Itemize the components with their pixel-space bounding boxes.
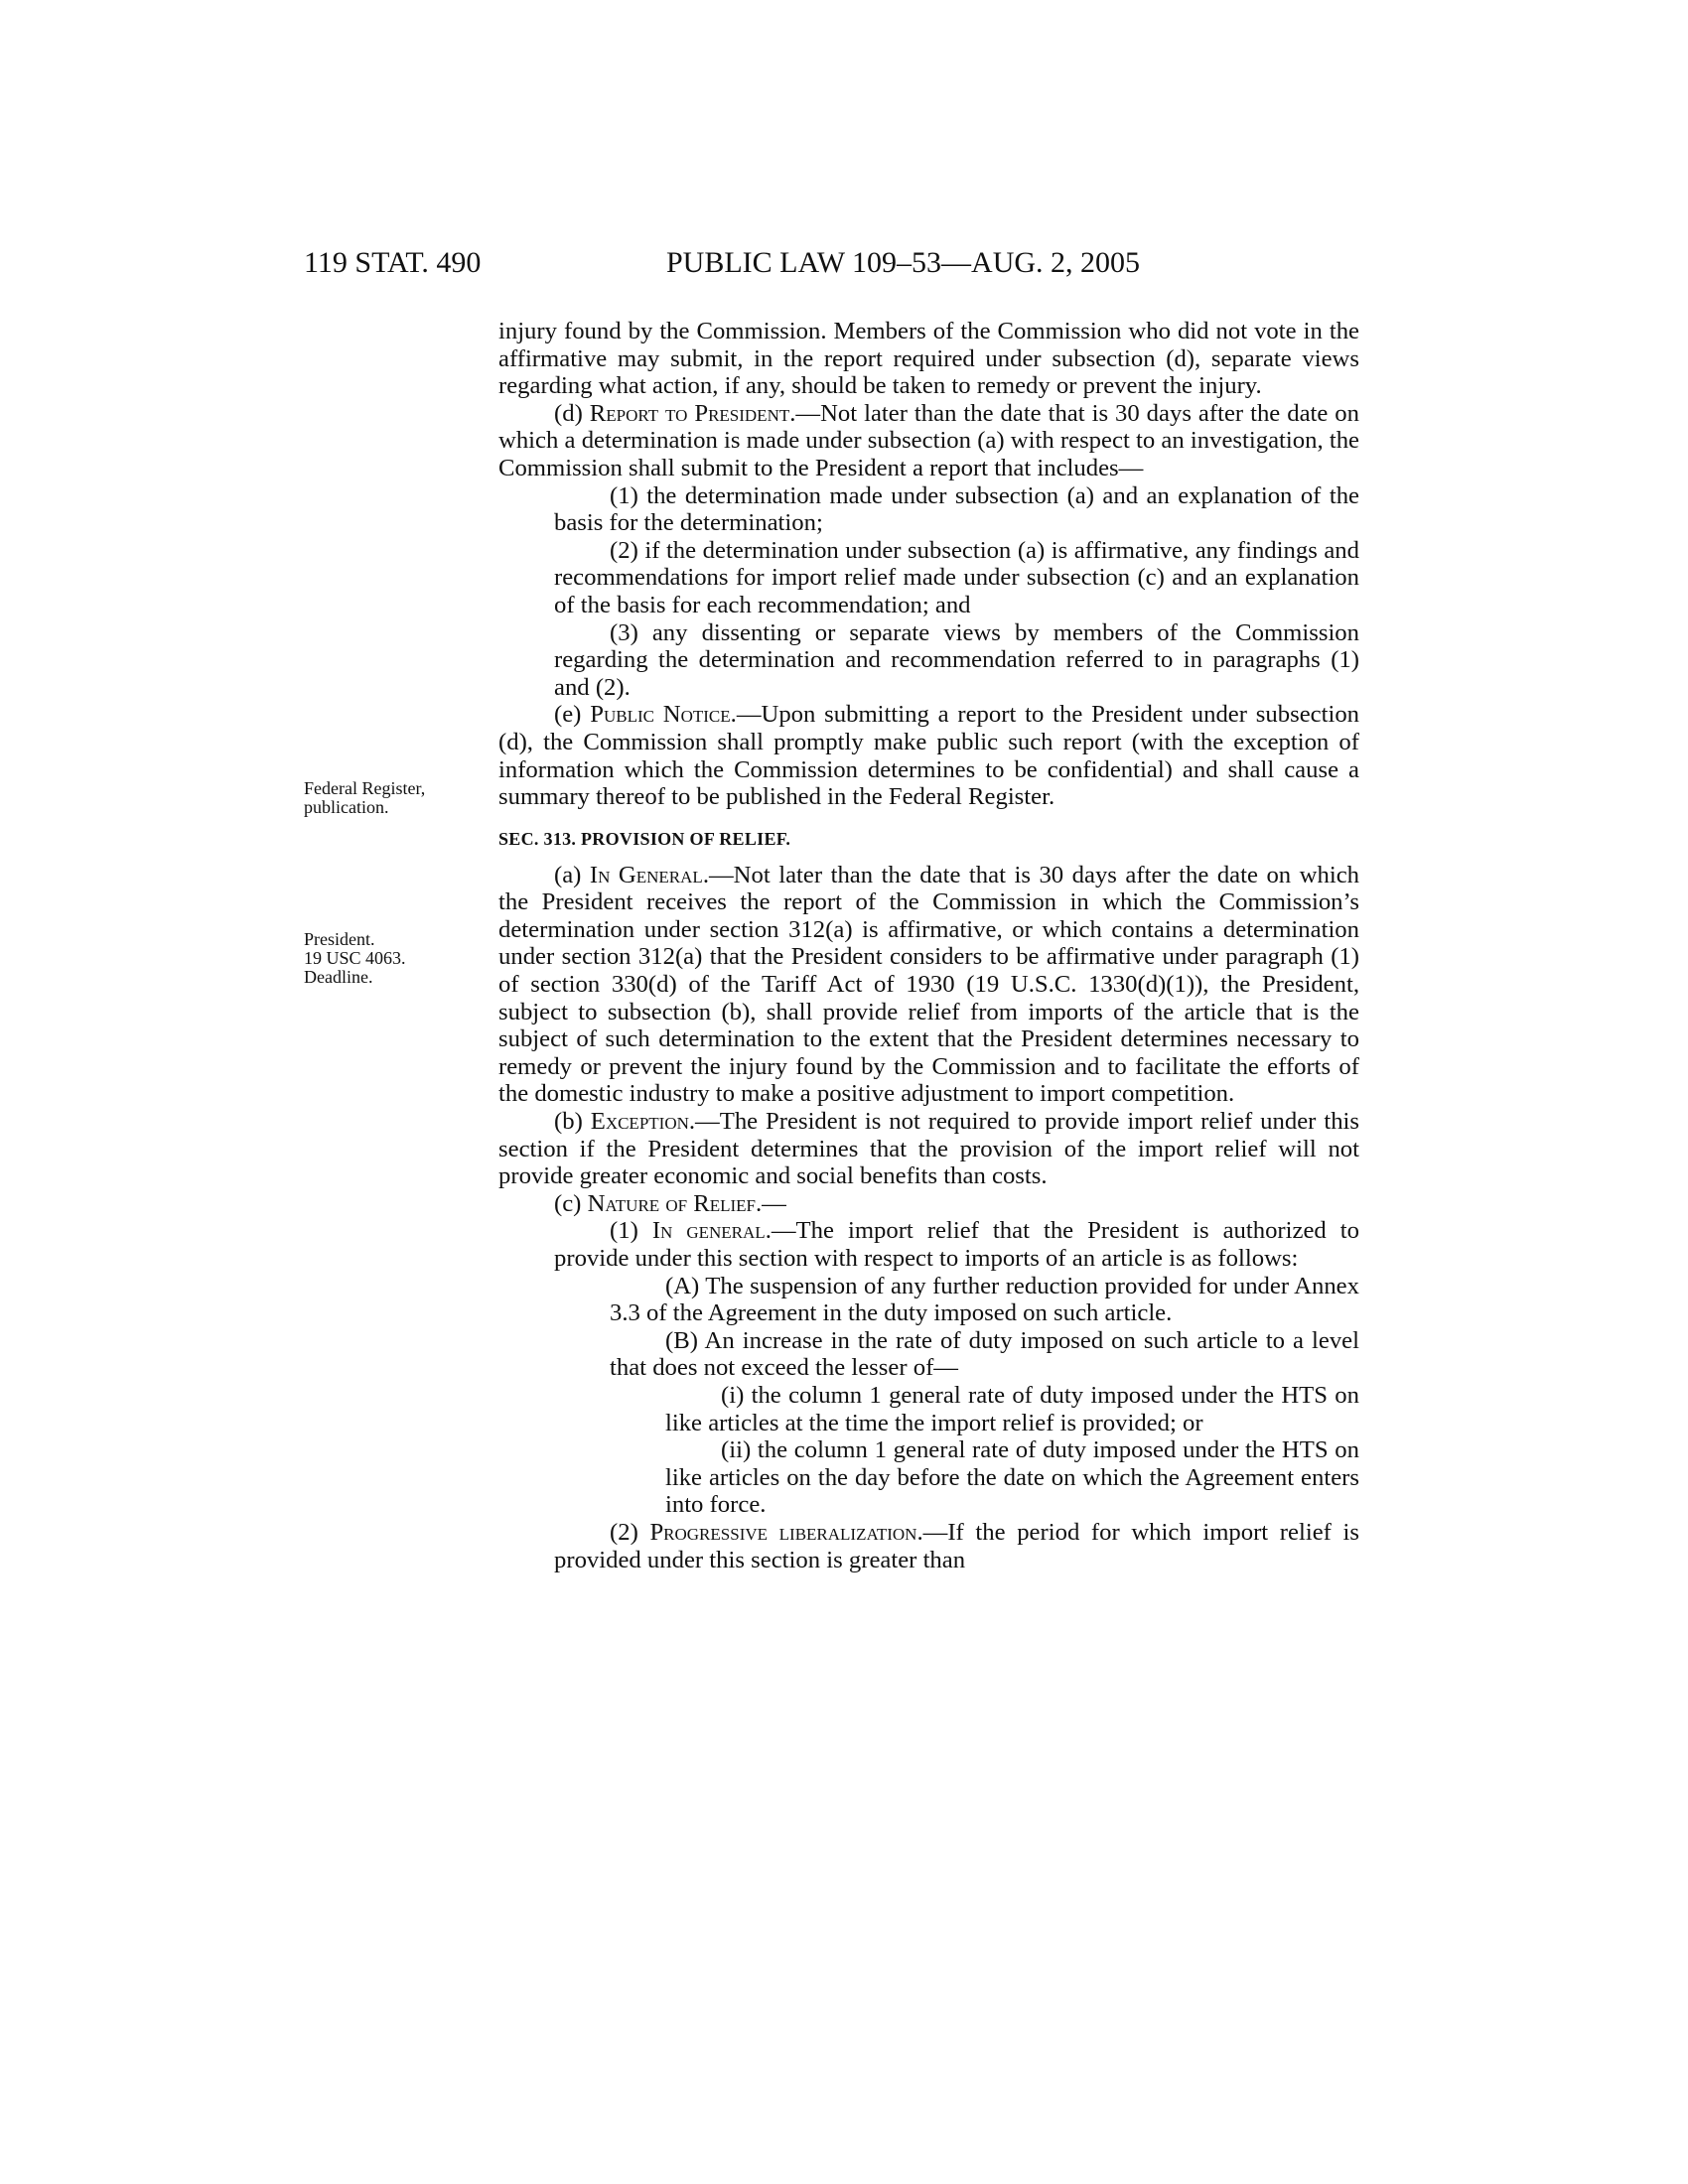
subsection-text: .—The President is not required to provide import relief under this section if the President determines that the provision of the import relief will not provide greater economic and social benefits than costs.	[498, 1108, 1360, 1190]
subsection-c	[498, 1190, 1359, 1218]
subsection-heading: Report to President	[589, 399, 790, 427]
subsection-label: (b)	[554, 1108, 591, 1136]
subsection-label: (e)	[554, 701, 591, 729]
paragraph-d1: (1) the determination made under subsection (a) and an explanation of the basis for the determination;	[554, 481, 1359, 537]
subsection-text: .—Not later than the date that is 30 days after the date on which the President receives the report of the Commission in which the Commission’s determination under section 312(a) is affirmative, or which contains a determination under section 312(a) that the President considers to be affirmative under paragraph (1) of section 330(d) of the Tariff Act of 1930 (19 U.S.C. 1330(d)(1)), the President, subject to subsection (b), shall provide relief from imports of the article that is the subject of such determination to the extent that the President determines necessary to remedy or prevent the injury found by the Commission and to facilitate the efforts of the domestic industry to make a positive adjustment to import competition.	[498, 861, 1359, 1108]
paragraph-text: .—If the period for which import relief is provided under this section is greater than	[554, 1518, 1359, 1573]
paragraph-label: (2)	[610, 1518, 650, 1546]
subsection-b	[498, 1108, 1359, 1190]
subsection-label: (d)	[554, 399, 590, 427]
paragraph-c2	[498, 1519, 1359, 1573]
margin-note-president	[304, 930, 483, 987]
subsection-d	[498, 400, 1359, 482]
paragraph-heading: In general	[651, 1217, 766, 1245]
subsection-a	[498, 862, 1359, 1108]
subparagraph-cA: (A) The suspension of any further reduction provided for under Annex 3.3 of the Agreement in the duty imposed on such article.	[610, 1272, 1359, 1327]
paragraph-heading: Progressive liberalization	[649, 1518, 917, 1546]
paragraph-c1	[498, 1217, 1359, 1272]
subparagraph-cB: (B) An increase in the rate of duty imposed on such article to a level that does not exceed the lesser of—	[610, 1326, 1359, 1382]
clause-cii: (ii) the column 1 general rate of duty imposed under the HTS on like articles on the day before the date on which the Agreement enters into force.	[665, 1436, 1359, 1519]
paragraph-d3: (3) any dissenting or separate views by members of the Commission regarding the determination and recommendation referred to in paragraphs (1) and (2).	[554, 618, 1359, 701]
subsection-heading: Public Notice	[590, 701, 731, 729]
statute-body	[498, 318, 1359, 1573]
margin-note-line: Deadline.	[304, 967, 373, 987]
paragraph-label: (1)	[610, 1217, 652, 1245]
margin-note-line: publication.	[304, 797, 389, 817]
margin-note-line: Federal Register,	[304, 778, 426, 798]
section-heading: SEC. 313. PROVISION OF RELIEF.	[498, 828, 791, 849]
subsection-heading: Exception	[590, 1108, 689, 1136]
margin-note-federal-register	[304, 779, 483, 817]
page-citation: 119 STAT. 490	[304, 246, 482, 279]
subsection-label: (a)	[554, 861, 590, 888]
margin-note-line: 19 USC 4063.	[304, 948, 406, 968]
subsection-label: (c)	[554, 1189, 588, 1217]
subsection-text: .—	[756, 1189, 786, 1217]
margin-note-line: President.	[304, 929, 375, 949]
page-title: PUBLIC LAW 109–53—AUG. 2, 2005	[666, 246, 1141, 279]
subsection-heading: Nature of Relief	[587, 1189, 756, 1217]
clause-ci: (i) the column 1 general rate of duty imposed under the HTS on like articles at the time the import relief is provided; or	[665, 1381, 1359, 1436]
subsection-heading: In General	[589, 861, 703, 888]
paragraph-text: .—The import relief that the President is authorized to provide under this section with respect to imports of an article is as follows:	[554, 1217, 1359, 1272]
running-header	[0, 246, 1688, 286]
paragraph-continuation: injury found by the Commission. Members of the Commission who did not vote in the affirmative may submit, in the report required under subsection (d), separate views regarding what action, if any, should be taken to remedy or prevent the injury.	[498, 318, 1359, 400]
paragraph-d2: (2) if the determination under subsection (a) is affirmative, any findings and recommendations for import relief made under subsection (c) and an explanation of the basis for each recommendation; and	[554, 536, 1359, 618]
subsection-text: .—Not later than the date that is 30 days after the date on which a determination is made under subsection (a) with respect to an investigation, the Commission shall submit to the President a report that includes—	[498, 399, 1359, 481]
subsection-text: .—Upon submitting a report to the President under subsection (d), the Commission shall promptly make public such report (with the exception of information which the Commission determines to be confidential) and shall cause a summary thereof to be published in the Federal Register.	[498, 701, 1360, 811]
subsection-e	[498, 701, 1359, 810]
